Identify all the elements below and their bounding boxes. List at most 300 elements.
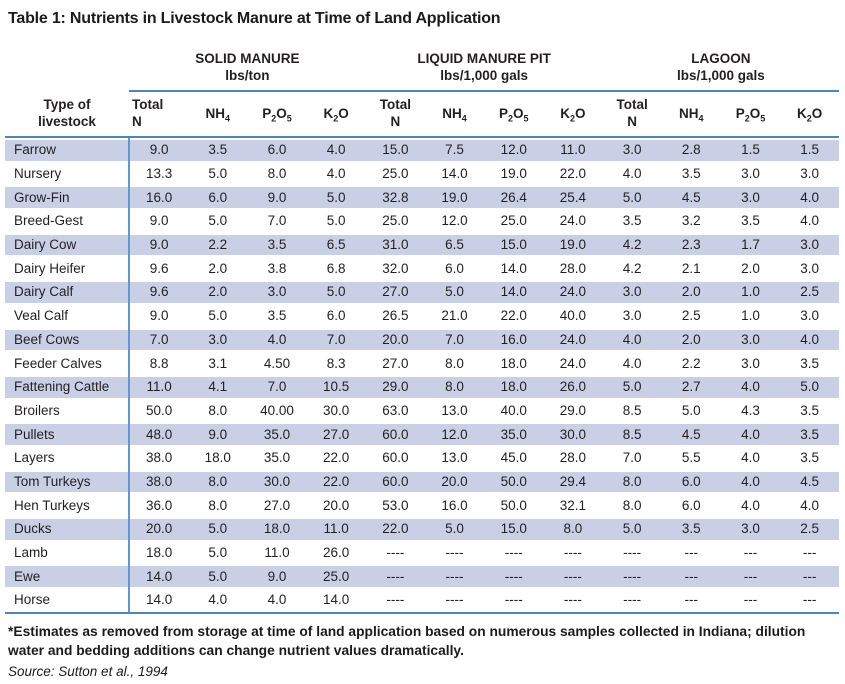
row-label: Lamb [5, 541, 129, 565]
value-cell: 53.0 [382, 497, 409, 513]
value-cell: 3.0 [721, 517, 780, 541]
value-cell: 9.0 [247, 564, 306, 588]
value-cell: 18.0 [145, 545, 173, 561]
table-row [5, 185, 839, 209]
value-cell: 1.5 [721, 137, 780, 162]
group-label: LAGOON [691, 51, 751, 67]
value-cell: 30.0 [247, 470, 306, 494]
value-cell: --- [802, 545, 817, 561]
value-cell: --- [721, 588, 780, 613]
value-cell: ---- [366, 588, 425, 613]
nutrients-table [5, 39, 839, 614]
value-cell: 24.0 [543, 280, 602, 304]
value-cell: 6.0 [247, 137, 306, 162]
column-header-totaln: Total N [129, 91, 188, 137]
value-cell: 25.0 [382, 166, 409, 182]
value-cell: ---- [425, 564, 484, 588]
value-cell: 5.0 [208, 545, 228, 561]
value-cell: 6.0 [188, 185, 247, 209]
value-cell: --- [780, 564, 839, 588]
table-row [5, 493, 839, 517]
value-cell: 4.2 [603, 233, 662, 257]
value-cell: 5.0 [326, 213, 346, 229]
value-cell: 4.0 [603, 328, 662, 352]
row-label: Dairy Calf [5, 280, 129, 304]
table-row [5, 162, 839, 186]
value-cell: 18.0 [500, 355, 527, 371]
value-cell: 4.0 [622, 166, 642, 182]
value-cell: 4.0 [741, 497, 760, 513]
value-cell: 20.0 [366, 328, 425, 352]
table-row [5, 375, 839, 399]
table-row [5, 137, 839, 162]
value-cell: 3.1 [208, 355, 228, 371]
value-cell: 5.0 [307, 185, 366, 209]
value-cell: --- [662, 564, 721, 588]
row-label: Breed-Gest [5, 209, 129, 233]
value-cell: 15.0 [484, 517, 543, 541]
value-cell: 3.5 [662, 517, 721, 541]
value-cell: ---- [484, 588, 543, 613]
value-cell: 25.0 [500, 213, 527, 229]
value-cell: 4.0 [800, 497, 820, 513]
table-row [5, 233, 839, 257]
value-cell: 9.0 [149, 308, 169, 324]
value-cell: 8.0 [603, 470, 662, 494]
value-cell: 7.5 [425, 137, 484, 162]
table-row [5, 351, 839, 375]
value-cell: 7.0 [622, 450, 642, 466]
value-cell: 63.0 [382, 402, 409, 418]
value-cell: 36.0 [145, 497, 173, 513]
value-cell: 1.7 [721, 233, 780, 257]
group-label: SOLID MANURE [195, 51, 300, 67]
value-cell: 24.0 [543, 328, 602, 352]
value-cell: 1.0 [741, 308, 760, 324]
value-cell: 24.0 [559, 213, 587, 229]
row-label: Hen Turkeys [5, 493, 129, 517]
value-cell: 7.0 [129, 328, 188, 352]
group-header-liquid-manure-pit [366, 39, 603, 91]
value-cell: 4.2 [622, 260, 642, 276]
value-cell: 32.0 [382, 260, 409, 276]
table-row [5, 564, 839, 588]
value-cell: 22.0 [323, 450, 350, 466]
row-label: Ewe [5, 564, 129, 588]
value-cell: 24.0 [559, 355, 587, 371]
value-cell: 8.0 [208, 497, 228, 513]
page-title: Table 1: Nutrients in Livestock Manure at Time of Land Application [8, 10, 501, 27]
value-cell: 18.0 [484, 375, 543, 399]
value-cell: 14.0 [307, 588, 366, 613]
value-cell: 28.0 [559, 450, 587, 466]
table-body [5, 137, 839, 613]
value-cell: 20.0 [425, 470, 484, 494]
value-cell: 28.0 [559, 260, 587, 276]
value-cell: 4.5 [662, 185, 721, 209]
value-cell: 3.8 [267, 260, 287, 276]
value-cell: 12.0 [425, 422, 484, 446]
value-cell: --- [743, 545, 758, 561]
value-cell: 5.0 [208, 166, 228, 182]
value-cell: 3.0 [800, 166, 820, 182]
value-cell: 11.0 [129, 375, 188, 399]
value-cell: 12.0 [484, 137, 543, 162]
value-cell: 15.0 [366, 137, 425, 162]
table-row [5, 399, 839, 423]
value-cell: 4.3 [741, 402, 760, 418]
value-cell: 50.0 [500, 497, 527, 513]
value-cell: 4.0 [780, 185, 839, 209]
value-cell: 40.0 [559, 308, 587, 324]
column-header-k2o: $K_2O$ [780, 91, 839, 137]
value-cell: 7.0 [247, 375, 306, 399]
row-label: Broilers [5, 399, 129, 423]
column-header-p2o5: $P_2O_5$ [484, 91, 543, 137]
value-cell: 3.5 [188, 137, 247, 162]
value-cell: 9.0 [129, 137, 188, 162]
value-cell: 8.5 [603, 422, 662, 446]
value-cell: 32.1 [559, 497, 587, 513]
value-cell: 5.0 [603, 517, 662, 541]
value-cell: 26.0 [543, 375, 602, 399]
value-cell: 11.0 [307, 517, 366, 541]
value-cell: 2.0 [208, 260, 228, 276]
value-cell: 19.0 [500, 166, 527, 182]
value-cell: 38.0 [145, 450, 173, 466]
value-cell: 16.0 [484, 328, 543, 352]
value-cell: 8.0 [445, 355, 464, 371]
column-header-p2o5: $P_2O_5$ [247, 91, 306, 137]
group-header-solid-manure [129, 39, 366, 91]
value-cell: 35.0 [484, 422, 543, 446]
value-cell: 4.5 [780, 470, 839, 494]
value-cell: 30.0 [323, 402, 350, 418]
value-cell: 4.0 [622, 355, 642, 371]
value-cell: 15.0 [484, 233, 543, 257]
value-cell: 6.0 [445, 260, 464, 276]
value-cell: 4.0 [307, 137, 366, 162]
value-cell: 2.5 [780, 517, 839, 541]
group-label: LIQUID MANURE PIT [417, 51, 551, 67]
corner-spacer [5, 39, 129, 91]
value-cell: 6.0 [326, 308, 346, 324]
value-cell: 27.0 [263, 497, 291, 513]
value-cell: 27.0 [366, 280, 425, 304]
value-cell: 40.0 [500, 402, 527, 418]
value-cell: 9.6 [129, 280, 188, 304]
value-cell: 2.3 [662, 233, 721, 257]
value-cell: 6.5 [307, 233, 366, 257]
value-cell: 5.0 [425, 517, 484, 541]
group-unit: lbs/1,000 gals [440, 68, 529, 84]
value-cell: 3.0 [603, 137, 662, 162]
value-cell: 38.0 [129, 470, 188, 494]
column-header-k2o: $K_2O$ [543, 91, 602, 137]
value-cell: ---- [563, 545, 582, 561]
value-cell: 5.0 [603, 185, 662, 209]
value-cell: 13.0 [441, 450, 468, 466]
value-cell: 7.0 [267, 213, 287, 229]
row-label: Layers [5, 446, 129, 470]
value-cell: 14.0 [129, 588, 188, 613]
value-cell: 19.0 [543, 233, 602, 257]
value-cell: 4.0 [721, 422, 780, 446]
value-cell: 3.5 [622, 213, 642, 229]
value-cell: 5.0 [603, 375, 662, 399]
value-cell: 5.0 [188, 564, 247, 588]
value-cell: 60.0 [382, 450, 409, 466]
value-cell: 27.0 [307, 422, 366, 446]
value-cell: 21.0 [441, 308, 468, 324]
table-row [5, 280, 839, 304]
value-cell: 2.0 [188, 280, 247, 304]
value-cell: --- [662, 588, 721, 613]
column-header-p2o5: $P_2O_5$ [721, 91, 780, 137]
value-cell: 4.0 [800, 213, 820, 229]
value-cell: 3.0 [247, 280, 306, 304]
value-cell: 3.0 [741, 166, 760, 182]
value-cell: 8.5 [622, 402, 642, 418]
value-cell: ---- [386, 545, 405, 561]
column-header-livestock: Type of livestock [5, 91, 129, 137]
value-cell: 19.0 [425, 185, 484, 209]
value-cell: 3.0 [721, 185, 780, 209]
value-cell: 11.0 [264, 545, 290, 561]
value-cell: 5.0 [307, 280, 366, 304]
value-cell: 6.5 [425, 233, 484, 257]
table-row [5, 446, 839, 470]
value-cell: 14.0 [484, 280, 543, 304]
value-cell: 1.5 [780, 137, 839, 162]
value-cell: 4.0 [247, 588, 306, 613]
value-cell: 26.0 [323, 545, 350, 561]
value-cell: ---- [623, 545, 642, 561]
value-cell: 4.0 [780, 328, 839, 352]
value-cell: 40.00 [260, 402, 294, 418]
value-cell: 22.0 [559, 166, 587, 182]
value-cell: 4.5 [662, 422, 721, 446]
value-cell: 22.0 [307, 470, 366, 494]
value-cell: 3.5 [800, 450, 820, 466]
value-cell: 2.0 [662, 328, 721, 352]
row-label: Dairy Heifer [5, 256, 129, 280]
value-cell: 3.2 [681, 213, 701, 229]
row-label: Beef Cows [5, 328, 129, 352]
value-cell: 3.5 [247, 233, 306, 257]
table-head [5, 39, 839, 137]
value-cell: 5.0 [188, 517, 247, 541]
value-cell: 9.6 [149, 260, 169, 276]
value-cell: 26.4 [484, 185, 543, 209]
value-cell: 22.0 [500, 308, 527, 324]
value-cell: 5.0 [425, 280, 484, 304]
value-cell: 48.0 [129, 422, 188, 446]
value-cell: 4.1 [188, 375, 247, 399]
row-label: Farrow [5, 137, 129, 162]
group-header-row [5, 39, 839, 91]
value-cell: 22.0 [366, 517, 425, 541]
row-label: Veal Calf [5, 304, 129, 328]
value-cell: 60.0 [366, 470, 425, 494]
value-cell: 5.5 [681, 450, 701, 466]
value-cell: 50.0 [484, 470, 543, 494]
value-cell: 9.0 [247, 185, 306, 209]
group-header-lagoon [603, 39, 840, 91]
value-cell: 12.0 [441, 213, 468, 229]
value-cell: 13.3 [145, 166, 173, 182]
value-cell: 8.8 [149, 355, 169, 371]
table-row [5, 256, 839, 280]
value-cell: 3.5 [681, 166, 701, 182]
value-cell: 2.0 [741, 260, 760, 276]
group-unit: lbs/1,000 gals [676, 68, 765, 84]
value-cell: 9.0 [188, 422, 247, 446]
value-cell: 8.3 [326, 355, 346, 371]
table-row [5, 422, 839, 446]
source-citation: Source: Sutton et al., 1994 [8, 663, 168, 679]
value-cell: 7.0 [425, 328, 484, 352]
value-cell: --- [721, 564, 780, 588]
value-cell: 25.0 [382, 213, 409, 229]
value-cell: 50.0 [145, 402, 173, 418]
value-cell: 13.0 [441, 402, 468, 418]
value-cell: 29.0 [366, 375, 425, 399]
value-cell: 4.0 [721, 375, 780, 399]
column-header-nh4: $NH_4$ [425, 91, 484, 137]
value-cell: 9.0 [129, 233, 188, 257]
group-unit: lbs/ton [225, 68, 270, 84]
value-cell: 11.0 [543, 137, 602, 162]
value-cell: 4.0 [721, 470, 780, 494]
value-cell: ---- [366, 564, 425, 588]
value-cell: 8.0 [208, 402, 228, 418]
value-cell: 29.4 [543, 470, 602, 494]
value-cell: 8.0 [188, 470, 247, 494]
row-label: Nursery [5, 162, 129, 186]
value-cell: 8.0 [543, 517, 602, 541]
row-label: Feeder Calves [5, 351, 129, 375]
value-cell: 3.0 [741, 355, 760, 371]
value-cell: --- [780, 588, 839, 613]
value-cell: 6.8 [326, 260, 346, 276]
row-label: Tom Turkeys [5, 470, 129, 494]
column-header-totaln: Total N [603, 91, 662, 137]
value-cell: 3.0 [188, 328, 247, 352]
value-cell: 8.0 [425, 375, 484, 399]
value-cell: 1.0 [721, 280, 780, 304]
table-row [5, 470, 839, 494]
column-header-nh4: $NH_4$ [662, 91, 721, 137]
value-cell: ---- [445, 545, 464, 561]
value-cell: 30.0 [543, 422, 602, 446]
value-cell: --- [684, 545, 699, 561]
value-cell: 2.5 [780, 280, 839, 304]
value-cell: 14.0 [441, 166, 468, 182]
value-cell: 35.0 [263, 450, 291, 466]
value-cell: 25.0 [307, 564, 366, 588]
value-cell: 25.4 [543, 185, 602, 209]
table-row [5, 328, 839, 352]
column-header-row [5, 91, 839, 137]
row-label: Ducks [5, 517, 129, 541]
row-label: Fattening Cattle [5, 375, 129, 399]
column-header-totaln: Total N [366, 91, 425, 137]
value-cell: 3.5 [267, 308, 287, 324]
value-cell: 4.0 [741, 450, 760, 466]
value-cell: 31.0 [366, 233, 425, 257]
value-cell: 4.50 [263, 355, 291, 371]
value-cell: 9.0 [149, 213, 169, 229]
value-cell: 60.0 [366, 422, 425, 446]
table-row [5, 209, 839, 233]
value-cell: 10.5 [307, 375, 366, 399]
value-cell: 2.8 [662, 137, 721, 162]
value-cell: 2.2 [188, 233, 247, 257]
value-cell: 7.0 [307, 328, 366, 352]
value-cell: 3.5 [800, 355, 820, 371]
value-cell: 18.0 [247, 517, 306, 541]
value-cell: 4.0 [188, 588, 247, 613]
value-cell: ---- [543, 588, 602, 613]
row-label: Grow-Fin [5, 185, 129, 209]
value-cell: 2.7 [662, 375, 721, 399]
value-cell: 3.5 [741, 213, 760, 229]
value-cell: 20.0 [323, 497, 350, 513]
value-cell: 27.0 [382, 355, 409, 371]
value-cell: ---- [504, 545, 523, 561]
value-cell: 20.0 [129, 517, 188, 541]
value-cell: 4.0 [247, 328, 306, 352]
value-cell: ---- [484, 564, 543, 588]
value-cell: 3.5 [800, 402, 820, 418]
value-cell: 5.0 [208, 308, 228, 324]
value-cell: ---- [543, 564, 602, 588]
table-row [5, 304, 839, 328]
value-cell: ---- [603, 588, 662, 613]
value-cell: 14.0 [129, 564, 188, 588]
value-cell: 35.0 [247, 422, 306, 446]
value-cell: 2.1 [681, 260, 701, 276]
value-cell: 3.0 [800, 260, 820, 276]
table-row [5, 588, 839, 613]
value-cell: 45.0 [500, 450, 527, 466]
value-cell: 5.0 [681, 402, 701, 418]
value-cell: 8.0 [267, 166, 287, 182]
value-cell: 29.0 [559, 402, 587, 418]
value-cell: 14.0 [500, 260, 527, 276]
value-cell: 16.0 [441, 497, 468, 513]
value-cell: ---- [603, 564, 662, 588]
column-header-k2o: $K_2O$ [307, 91, 366, 137]
value-cell: 32.8 [366, 185, 425, 209]
column-header-nh4: $NH_4$ [188, 91, 247, 137]
value-cell: 6.0 [662, 470, 721, 494]
value-cell: 6.0 [681, 497, 701, 513]
row-label: Pullets [5, 422, 129, 446]
table-row [5, 541, 839, 565]
value-cell: 2.5 [681, 308, 701, 324]
value-cell: 8.0 [622, 497, 642, 513]
value-cell: 2.2 [681, 355, 701, 371]
value-cell: 3.0 [721, 328, 780, 352]
value-cell: 16.0 [129, 185, 188, 209]
row-label: Dairy Cow [5, 233, 129, 257]
value-cell: ---- [425, 588, 484, 613]
value-cell: 4.0 [326, 166, 346, 182]
value-cell: 3.0 [603, 280, 662, 304]
value-cell: 3.5 [780, 422, 839, 446]
